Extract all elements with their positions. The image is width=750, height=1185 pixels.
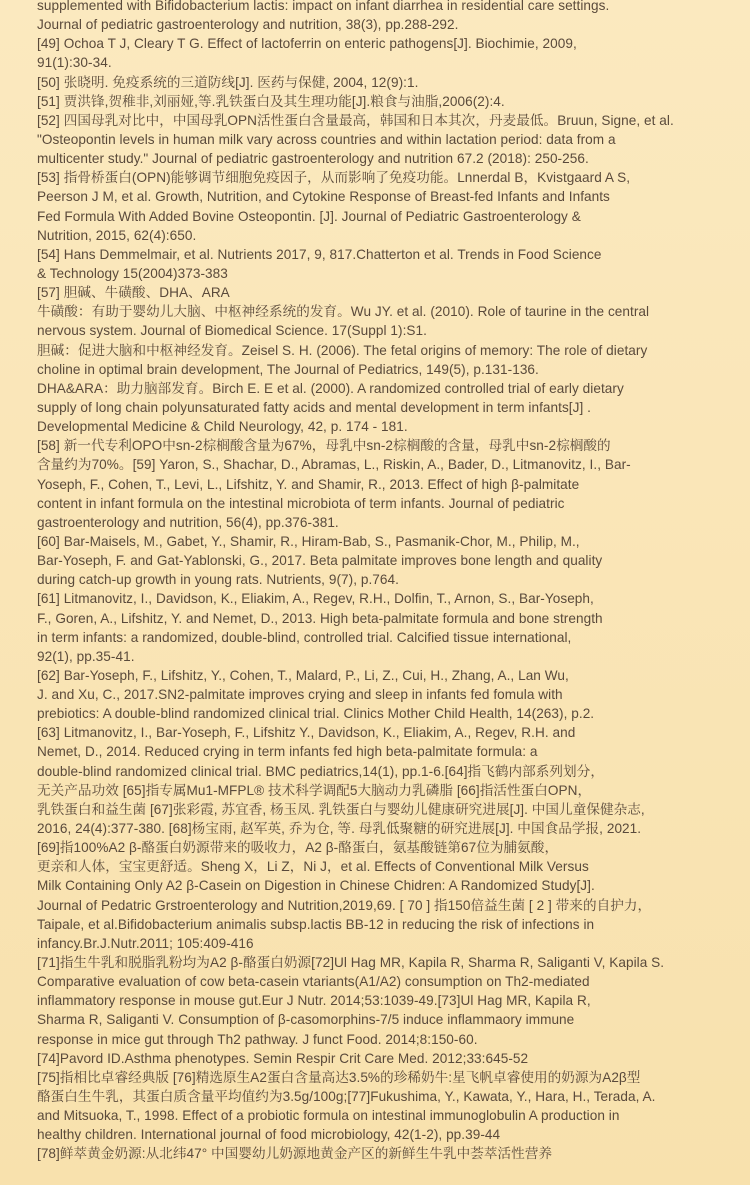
reference-line: Nemet, D., 2014. Reduced crying in term infants fed high beta-palmitate formula: a bbox=[37, 744, 538, 760]
reference-line: Bar-Yoseph, F. and Gat-Yablonski, G., 2017. Beta palmitate improves bone length and quality bbox=[37, 553, 603, 569]
reference-line: double-blind randomized clinical trial. BMC pediatrics,14(1), pp.1-6.[64]指飞鹤内部系列划分， bbox=[37, 763, 604, 779]
reference-line: prebiotics: A double-blind randomized clinical trial. Clinics Mother Child Health, 14(263), p.2. bbox=[37, 706, 595, 722]
reference-line: [78]鲜萃黄金奶源:从北纬47° 中国婴幼儿奶源地黄金产区的新鲜生牛乳中荟萃活性营养 bbox=[37, 1146, 553, 1162]
reference-line: in term infants: a randomized, double-blind, controlled trial. Calcified tissue international, bbox=[37, 629, 572, 645]
reference-line: 牛磺酸：有助于婴幼儿大脑、中枢神经系统的发育。Wu JY. et al. (2010). Role of taurine in the central bbox=[37, 304, 650, 320]
reference-line: Milk Containing Only A2 β-Casein on Digestion in Chinese Chidren: A Randomized Study[J]. bbox=[37, 878, 595, 894]
reference-line: 酪蛋白生牛乳，其蛋白质含量平均值约为3.5g/100g;[77]Fukushima, Y., Kawata, Y., Hara, H., Terada, A. bbox=[37, 1089, 656, 1105]
reference-line: Nutrition, 2015, 62(4):650. bbox=[37, 227, 197, 243]
reference-line: Sharma R, Saliganti V. Consumption of β-casomorphins-7/5 induce inflammaory immune bbox=[37, 1012, 575, 1028]
reference-line: Peerson J M, et al. Growth, Nutrition, and Cytokine Response of Breast-fed Infants and Infants bbox=[37, 189, 610, 205]
reference-line: [75]指相比卓睿经典版 [76]精选原生A2蛋白含量高达3.5%的珍稀奶牛:星飞帆卓睿使用的奶源为A2β型 bbox=[37, 1069, 641, 1085]
reference-line: [58] 新一代专利OPO中sn-2棕榈酸含量为67%，母乳中sn-2棕榈酸的含量，母乳中sn-2棕榈酸的 bbox=[37, 438, 611, 454]
reference-line: F., Goren, A., Lifshitz, Y. and Nemet, D., 2013. High beta-palmitate formula and bone strength bbox=[37, 610, 603, 626]
reference-line: [71]指生牛乳和脱脂乳粉均为A2 β-酪蛋白奶源[72]Ul Hag MR, Kapila R, Sharma R, Saliganti V, Kapila S. bbox=[37, 955, 665, 971]
reference-line: 无关产品功效 [65]指专属Mu1-MFPL® 技术科学调配5大脑动力乳磷脂 [66]指活性蛋白OPN， bbox=[37, 782, 592, 798]
reference-line: & Technology 15(2004)373-383 bbox=[37, 265, 228, 281]
reference-line: Comparative evaluation of cow beta-casein vtariants(A1/A2) consumption on Th2-mediated bbox=[37, 974, 590, 990]
reference-line: [74]Pavord ID.Asthma phenotypes. Semin Respir Crit Care Med. 2012;33:645-52 bbox=[37, 1050, 529, 1066]
reference-line: [51] 贾洪锋,贺稚非,刘丽娅,等.乳铁蛋白及其生理功能[J].粮食与油脂,2006(2):4. bbox=[37, 93, 505, 109]
reference-line: Developmental Medicine & Child Neurology, 42, p. 174 - 181. bbox=[37, 419, 408, 435]
reference-line: Journal of pediatric gastroenterology and nutrition, 38(3), pp.288-292. bbox=[37, 17, 459, 33]
reference-line: [49] Ochoa T J, Cleary T G. Effect of lactoferrin on enteric pathogens[J]. Biochimie, 2009, bbox=[37, 36, 577, 52]
reference-line: [54] Hans Demmelmair, et al. Nutrients 2017, 9, 817.Chatterton et al. Trends in Food Science bbox=[37, 246, 602, 262]
reference-line: 乳铁蛋白和益生菌 [67]张彩霞, 苏宜香, 杨玉凤. 乳铁蛋白与婴幼儿健康研究进展[J]. 中国儿童保健杂志, bbox=[37, 801, 645, 817]
reference-line: Taipale, et al.Bifidobacterium animalis subsp.lactis BB-12 in reducing the risk of infections in bbox=[37, 916, 595, 932]
reference-line: supplemented with Bifidobacterium lactis: impact on infant diarrhea in residential care settings. bbox=[37, 0, 610, 13]
reference-line: [61] Litmanovitz, I., Davidson, K., Eliakim, A., Regev, R.H., Dolfin, T., Arnon, S., Bar-Yoseph, bbox=[37, 591, 594, 607]
reference-line: gastroenterology and nutrition, 56(4), pp.376-381. bbox=[37, 514, 339, 530]
reference-line: 91(1):30-34. bbox=[37, 55, 112, 71]
reference-line: DHA&ARA：助力脑部发育。Birch E. E et al. (2000). A randomized controlled trial of early dietary bbox=[37, 380, 624, 396]
reference-line: [50] 张晓明. 免疫系统的三道防线[J]. 医药与保健, 2004, 12(9):1. bbox=[37, 74, 419, 90]
reference-line: 胆碱：促进大脑和中枢神经发育。Zeisel S. H. (2006). The fetal origins of memory: The role of dietary bbox=[37, 342, 648, 358]
reference-line: Journal of Pedatric Grstroenterology and Nutrition,2019,69. [ 70 ] 指150倍益生菌 [ 2 ] 带来的自护力， bbox=[37, 897, 652, 913]
reference-line: Fed Formula With Added Bovine Osteopontin. [J]. Journal of Pediatric Gastroenterology & bbox=[37, 208, 581, 224]
reference-line: [53] 指骨桥蛋白(OPN)能够调节细胞免疫因子，从而影响了免疫功能。Lnnerdal B，Kvistgaard A S, bbox=[37, 170, 631, 186]
reference-line: [52] 四国母乳对比中，中国母乳OPN活性蛋白含量最高，韩国和日本其次，丹麦最低。Bruun, Signe, et al. bbox=[37, 112, 674, 128]
reference-line: [57] 胆碱、牛磺酸、DHA、ARA bbox=[37, 285, 230, 301]
reference-line: 92(1), pp.35-41. bbox=[37, 648, 135, 664]
reference-line: [69]指100%A2 β-酪蛋白奶源带来的吸收力，A2 β-酪蛋白，氨基酸链第67位为脯氨酸， bbox=[37, 840, 559, 856]
reference-line: "Osteopontin levels in human milk vary across countries and within lactation period: data from a bbox=[37, 131, 616, 147]
reference-line: [63] Litmanovitz, I., Bar-Yoseph, F., Lifshitz Y., Davidson, K., Eliakim, A., Regev, R.H. and bbox=[37, 725, 576, 741]
reference-line: inflammatory response in mouse gut.Eur J Nutr. 2014;53:1039-49.[73]Ul Hag MR, Kapila R, bbox=[37, 993, 591, 1009]
reference-line: nervous system. Journal of Biomedical Science. 17(Suppl 1):S1. bbox=[37, 323, 427, 339]
reference-line: [62] Bar-Yoseph, F., Lifshitz, Y., Cohen, T., Malard, P., Li, Z., Cui, H., Zhang, A., Lan Wu, bbox=[37, 667, 569, 683]
reference-line: response in mice gut through Th2 pathway. J funct Food. 2014;8:150-60. bbox=[37, 1031, 478, 1047]
reference-line: 含量约为70%。[59] Yaron, S., Shachar, D., Abramas, L., Riskin, A., Bader, D., Litmanovitz, I., Bar- bbox=[37, 457, 631, 473]
reference-line: J. and Xu, C., 2017.SN2-palmitate improves crying and sleep in infants fed fomula with bbox=[37, 687, 563, 703]
reference-line: 2016, 24(4):377-380. [68]杨宝雨, 赵军英, 乔为仓, 等. 母乳低聚糖的研究进展[J]. 中国食品学报, 2021. bbox=[37, 821, 642, 837]
reference-line: choline in optimal brain development, The Journal of Pediatrics, 149(5), p.131-136. bbox=[37, 361, 539, 377]
reference-line: 更亲和人体，宝宝更舒适。Sheng X，Li Z，Ni J，et al. Effects of Conventional Milk Versus bbox=[37, 859, 589, 875]
reference-line: Yoseph, F., Cohen, T., Levi, L., Lifshitz, Y. and Shamir, R., 2013. Effect of high β-palmitate bbox=[37, 476, 580, 492]
reference-line: supply of long chain polyunsaturated fatty acids and mental development in term infants[J] . bbox=[37, 399, 591, 415]
reference-list bbox=[37, 0, 730, 1164]
reference-line: healthy children. International journal of food microbiology, 42(1-2), pp.39-44 bbox=[37, 1127, 501, 1143]
reference-line: [60] Bar-Maisels, M., Gabet, Y., Shamir, R., Hiram-Bab, S., Pasmanik-Chor, M., Philip, M., bbox=[37, 533, 580, 549]
reference-line: multicenter study." Journal of pediatric gastroenterology and nutrition 67.2 (2018): 250-256. bbox=[37, 151, 589, 167]
reference-line: infancy.Br.J.Nutr.2011; 105:409-416 bbox=[37, 935, 254, 951]
reference-line: and Mitsuoka, T., 1998. Effect of a probiotic formula on intestinal immunoglobulin A production in bbox=[37, 1108, 620, 1124]
reference-line: during catch-up growth in young rats. Nutrients, 9(7), p.764. bbox=[37, 572, 399, 588]
reference-line: content in infant formula on the intestinal microbiota of term infants. Journal of pediatric bbox=[37, 495, 565, 511]
